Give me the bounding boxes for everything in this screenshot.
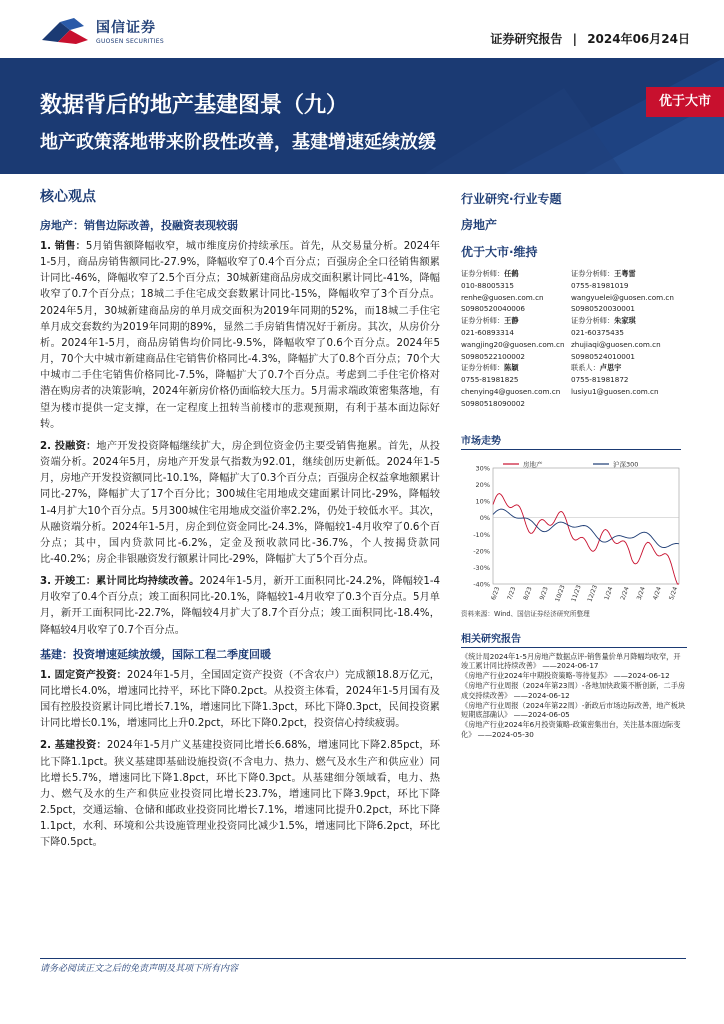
analyst-role: 联系人： — [571, 363, 600, 373]
related-reports-title: 相关研究报告 — [461, 630, 687, 648]
analyst-cert: S0980520030001 — [571, 304, 636, 314]
x-tick-label: 11/23 — [570, 583, 583, 603]
page-header — [0, 0, 724, 56]
analyst-list — [461, 268, 687, 410]
analyst-role: 证券分析师： — [461, 363, 505, 373]
infra-text: 2024年1-5月广义基建投资同比增长6.68%，增速同比下降2.85pct，环比下降1.1pct。狭义基建即基础设施投资(不含电力、热力、燃气及水生产和供应业）同比增长5.7%，增速同比下降1.8pct，环比下降0.3pct。从基建细分领域看，电力、热力、燃气及水的生产和供应业投资同比增长23.7%，增速同比下降3.9pct，环比下降2.5pct，交通运输、仓储和邮政业投资同比增长7.1%，增速同比提升0.2pct，环比下降1.1pct，水利、环境和公共设施管理业投资同比减少1.5%，增速同比下降6.2pct，环比下降0.5pct。 — [40, 740, 440, 849]
related-report-item[interactable]: 《统计局2024年1-5月房地产数据点评-销售量价单月降幅均收窄，开竣工累计同比持续改善》 ——2024-06-17 — [461, 651, 681, 671]
financing-lead: 2. 投融资： — [40, 440, 97, 452]
analyst-phone: 0755-81981872 — [571, 375, 629, 385]
x-tick-label: 10/23 — [554, 583, 567, 603]
y-tick-label: -10% — [473, 530, 490, 539]
construction-paragraph — [40, 574, 440, 639]
report-subtitle: 地产政策落地带来阶段性改善，基建增速延续放缓 — [40, 132, 436, 153]
analyst-email[interactable]: wangyuelei@guosen.com.cn — [571, 292, 674, 302]
analyst-name: 王静 — [504, 316, 519, 326]
y-tick-label: 10% — [475, 497, 490, 506]
analyst-card — [461, 268, 571, 315]
analyst-card — [461, 362, 571, 409]
report-title: 数据背后的地产基建图景（九） — [40, 93, 349, 118]
x-tick-label: 7/23 — [506, 585, 518, 601]
sales-lead: 1. 销售： — [40, 241, 86, 252]
analyst-email[interactable]: chenying4@guosen.com.cn — [461, 386, 561, 396]
y-tick-label: -40% — [473, 580, 490, 589]
analyst-name: 陈颖 — [504, 363, 519, 373]
x-tick-label: 3/24 — [635, 585, 647, 601]
sales-text: 5月销售额降幅收窄，城市维度房价持续承压。首先，从交易量分析。2024年1-5月，商品房销售额同比-27.9%，降幅收窄了0.4个百分点；百强房企全口径销售额累计同比-46%，降幅收窄了2.5个百分点；30城新建商品房成交面积累计同比-41%，降幅收窄了0.7个百分点；18城二手住宅成交套数累计同比-15%，降幅收窄了3个百分点。2024年5月，30城新建商品房的单月成交面积为2019年同期的52%，而18城二手住宅单月成交套数约为2019年同期的89%，显然二手房销售情况好于新房。其次，从房价分析。2024年1-5月，商品房销售均价同比-9.5%，降幅收窄了0.6个百分点。2024年5月，70个大中城市新建商品住宅销售价格同比-4.3%，降幅扩大了0.8个百分点；70个大中城市二手住宅销售价格同比-7.5%，降幅扩大了0.7个百分点。考虑到二手住宅价格对潜在购房者的决策影响，2024年新房价格仍面临较大压力。5月需求端政策密集落地，有望为楼市提供一定支撑，在一定程度上扭转当前楼市的悲观预期，有利于基本面边际好转。 — [40, 241, 440, 430]
x-tick-label: 5/24 — [667, 585, 680, 601]
infra-lead: 2. 基建投资： — [40, 740, 107, 752]
x-tick-label: 1/24 — [603, 585, 615, 601]
x-tick-label: 2/24 — [619, 585, 631, 601]
y-tick-label: 30% — [475, 464, 490, 473]
y-tick-label: -30% — [473, 563, 490, 572]
industry-name: 房地产 — [461, 218, 498, 232]
analyst-phone: 021-60375435 — [571, 327, 624, 337]
logo-english: GUOSEN SECURITIES — [96, 38, 165, 45]
analyst-email[interactable]: renhe@guosen.com.cn — [461, 292, 544, 302]
related-report-item[interactable]: 《房地产行业周报（2024年第23周）-各地加快政策不断创新，二手房成交持续改善》 ——2024-06-12 — [461, 680, 686, 700]
report-category: 行业研究·行业专题 — [461, 192, 562, 206]
analyst-phone: 0755-81981825 — [461, 375, 519, 385]
analyst-email[interactable]: lusiyu1@guosen.com.cn — [571, 386, 659, 396]
x-tick-label: 9/23 — [538, 585, 550, 601]
analyst-role: 证券分析师： — [571, 316, 615, 326]
legend-label: 沪深300 — [613, 460, 639, 469]
analyst-name: 朱家琪 — [614, 316, 636, 326]
report-date: 2024年06月24日 — [587, 32, 690, 46]
x-tick-label: 6/23 — [489, 585, 502, 601]
analyst-email[interactable]: zhujiaqi@guosen.com.cn — [571, 339, 661, 349]
company-logo — [40, 16, 164, 46]
analyst-email[interactable]: wangjing20@guosen.com.cn — [461, 339, 565, 349]
core-heading: 核心观点 — [40, 189, 96, 205]
report-meta — [490, 30, 690, 47]
construction-text: 2024年1-5月，新开工面积同比-24.2%，降幅较1-4月收窄了0.4个百分点；竣工面积同比-20.1%，降幅较1-4月收窄了0.3个百分点。5月单月，新开工面积同比-22.7%，降幅较4月扩大了8.7个百分点；竣工面积同比-18.4%，降幅较4月收窄了0.7个百分点。 — [40, 576, 440, 636]
related-report-item[interactable]: 《房地产行业周报（2024年第22周）-新政后市场边际改善，地产板块短期底部确认》 ——2024-06-05 — [461, 700, 686, 720]
analyst-cert: S0980518090002 — [461, 398, 526, 408]
analyst-name: 任鹤 — [504, 269, 519, 278]
analyst-role: 证券分析师： — [571, 269, 615, 278]
rating-badge: 优于大市 — [646, 87, 724, 117]
x-tick-label: 12/23 — [586, 583, 599, 603]
sidebar — [461, 190, 687, 740]
sales-paragraph — [40, 239, 440, 433]
analyst-phone: 021-60893314 — [461, 327, 514, 337]
guosen-logo-icon — [40, 16, 90, 46]
analyst-cert: S0980524010001 — [571, 351, 636, 361]
meta-separator: | — [572, 32, 577, 46]
analyst-phone: 0755-81981019 — [571, 280, 629, 290]
related-reports-list — [461, 652, 687, 740]
analyst-name: 卢思宇 — [599, 363, 622, 373]
analyst-card — [571, 362, 687, 409]
rating-line: 优于大市·维持 — [461, 245, 538, 259]
analyst-role: 证券分析师： — [461, 269, 505, 278]
footer-divider — [40, 958, 686, 959]
related-report-item[interactable]: 《房地产行业2024年6月投资策略-政策密集出台，关注基本面边际变化》 ——2024-05-30 — [461, 720, 681, 739]
market-trend-title: 市场走势 — [461, 432, 681, 450]
fai-text: 2024年1-5月，全国固定资产投资（不含农户）完成额18.8万亿元，同比增长4.0%，增速同比持平，环比下降0.2pct。从投资主体看，2024年1-5月国有及国有控股投资累计同比增长7.1%，增速同比下降1.3pct，环比下降0.3pct，民间投资累计同比增长0.1%，增速同比上升0.2pct，环比下降0.2pct，投资信心持续疲弱。 — [40, 669, 440, 730]
infra-paragraph — [40, 738, 440, 851]
analyst-cert: S0980522100002 — [461, 351, 526, 361]
construction-lead: 3. 开竣工：累计同比均持续改善。 — [40, 576, 200, 588]
fai-lead: 1. 固定资产投资： — [40, 669, 127, 681]
fai-paragraph — [40, 668, 440, 733]
y-tick-label: 0% — [479, 513, 490, 522]
y-tick-label: -20% — [473, 546, 490, 555]
logo-chinese: 国信证券 — [96, 20, 156, 36]
series-real-estate-line — [493, 493, 679, 584]
infra-heading: 基建：投资增速延续放缓，国际工程二季度回暖 — [40, 647, 271, 661]
financing-paragraph — [40, 439, 440, 568]
report-type: 证券研究报告 — [490, 32, 563, 46]
title-banner — [0, 58, 724, 174]
analyst-card — [571, 315, 687, 362]
financing-text: 地产开发投资降幅继续扩大，房企到位资金仍主要受销售拖累。首先，从投资端分析。2024年5月，房地产开发景气指数为92.01，继续创历史新低。2024年1-5月，房地产开发投资额同比-10.1%，降幅扩大了0.3个百分点；百强房企权益拿地额累计同比-27%，降幅扩大了17个百分比；300城住宅用地成交建面累计同比-29%，降幅较1-4月扩大10个百分点。5月300城住宅用地成交溢价率2.2%，仍处于较低水平。其次，从融资端分析。2024年1-5月，房企到位资金同比-24.3%，降幅较1-4月收窄了0.6个百分点；其中，国内贷款同比-6.2%，定金及预收款同比-36.7%，个人按揭贷款同比-40.2%；房企非银融资发行额累计同比-29%，降幅扩大了5个百分点。 — [40, 440, 440, 565]
analyst-card — [461, 315, 571, 362]
legend-label: 房地产 — [523, 460, 543, 469]
y-tick-label: 20% — [475, 480, 490, 489]
footer-disclaimer: 请务必阅读正文之后的免责声明及其项下所有内容 — [40, 964, 239, 974]
analyst-phone: 010-88005315 — [461, 280, 514, 290]
x-tick-label: 4/24 — [651, 585, 664, 601]
market-chart — [461, 456, 687, 606]
analyst-name: 王粤雷 — [614, 269, 636, 278]
chart-source: 资料来源：Wind、国信证券经济研究所整理 — [461, 609, 590, 618]
real-estate-heading: 房地产：销售边际改善，投融资表现较弱 — [40, 219, 238, 232]
related-report-item[interactable]: 《房地产行业2024年中期投资策略-等待复苏》 ——2024-06-12 — [461, 671, 670, 681]
analyst-cert: S0980520040006 — [461, 304, 526, 314]
market-chart-svg — [461, 456, 687, 606]
x-tick-label: 8/23 — [522, 585, 534, 601]
analyst-role: 证券分析师： — [461, 316, 505, 326]
analyst-card — [571, 268, 687, 315]
core-views — [40, 186, 440, 851]
